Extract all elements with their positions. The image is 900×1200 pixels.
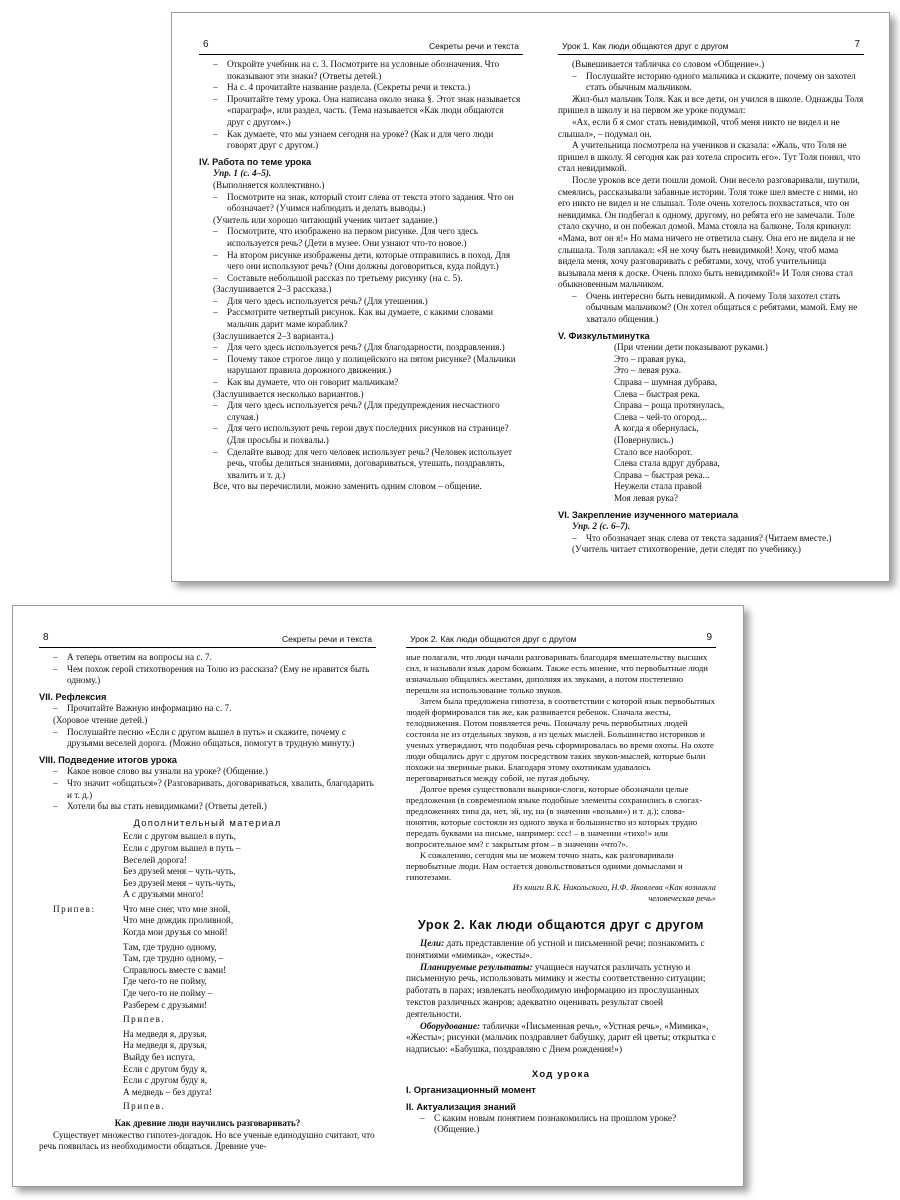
note-line: (Вывешивается табличка со словом «Общение».) bbox=[572, 59, 765, 69]
dash-item: – Чем похож герой стихотворения на Толю из рассказа? (Ему не нравится быть одному.) bbox=[39, 664, 376, 687]
page-9 bbox=[406, 606, 716, 1186]
section-heading: II. Актуализация знаний bbox=[406, 1101, 516, 1112]
song-chorus bbox=[39, 904, 376, 939]
results-text: учащиеся научатся различать устную и письменную речь, использовать мимику и жесты соответственно ситуации; работать в парах; извлекать необходимую информацию из прослушанных текстов различных жанров; адекватно оценивать результат своей деятельности. bbox=[406, 962, 706, 1020]
running-header: Урок 2. Как люди общаются друг с другом bbox=[410, 634, 577, 644]
section-heading: VIII. Подведение итогов урока bbox=[39, 754, 177, 765]
dash-item: – Очень интересно быть невидимкой. А почему Толя захотел стать обычным мальчиком? (Он хотел общаться с ребятами, мамой. Ему не хватало общения.) bbox=[558, 291, 864, 326]
page-body bbox=[558, 59, 864, 581]
equipment-text: таблички «Письменная речь», «Устная речь», «Мимика», «Жесты»; рисунки (мальчик поздравляет бабушку, дарит ей цветы; открытка с надписью: «Бабушка, поздравляю с Днем рождения!») bbox=[406, 1021, 716, 1056]
dash-item: – Какое новое слово вы узнали на уроке? (Общение.) bbox=[39, 766, 376, 778]
verse-line: Веселей дорога! bbox=[123, 854, 187, 865]
subheading: Как древние люди научились разговаривать? bbox=[114, 1117, 301, 1128]
page-header bbox=[39, 633, 376, 648]
verse-line: Без друзей меня – чуть-чуть, bbox=[123, 866, 236, 877]
verse-line: Справа – роща протянулась, bbox=[614, 400, 725, 411]
dash-item: – А теперь ответим на вопросы на с. 7. bbox=[39, 652, 376, 664]
dash-item: – Составьте небольшой рассказ по третьему рисунку (на с. 5). bbox=[199, 273, 523, 285]
verse-line: А медведь – без друга! bbox=[123, 1086, 212, 1097]
book-spread-pages-6-7 bbox=[171, 12, 890, 582]
page-8 bbox=[39, 606, 376, 1186]
lesson-title: Урок 2. Как люди общаются друг с другом bbox=[417, 918, 705, 932]
verse-line: (Повернулись.) bbox=[614, 435, 674, 445]
verse-line: Это – левая рука. bbox=[614, 365, 681, 376]
paragraph: ные полагали, что люди начали разговаривать благодаря вмешательству высших сил, и называли язык даром божьим. Также есть мнение, что первобытные люди изначально общались жестами, дополняя их звуками, а потом постепенно перешли на использование только звуков. bbox=[406, 652, 709, 695]
equipment bbox=[406, 1022, 716, 1057]
page-number: 7 bbox=[854, 39, 860, 50]
page-6 bbox=[199, 13, 523, 581]
verse-line: Что мне дождик проливной, bbox=[123, 915, 234, 926]
dash-item: – Что обозначает знак слева от текста задания? (Читаем вместе.) bbox=[558, 533, 864, 545]
note-line: (Хоровое чтение детей.) bbox=[53, 714, 148, 725]
section-heading: IV. Работа по теме урока bbox=[199, 156, 312, 167]
equipment-label: Оборудование: bbox=[420, 1021, 481, 1032]
verse-line: Справа – быстрая река... bbox=[614, 469, 710, 480]
section-heading: V. Физкультминутка bbox=[558, 330, 650, 341]
dash-item: – Для чего используют речь герои двух последних рисунков на странице? (Для просьбы и похвалы.) bbox=[199, 423, 523, 446]
exercise-label: Упр. 1 (с. 4–5). bbox=[213, 168, 272, 179]
running-header: Секреты речи и текста bbox=[428, 41, 519, 51]
course-title: Ход урока bbox=[531, 1068, 591, 1080]
verse-line: (При чтении дети показывают руками.) bbox=[614, 342, 768, 353]
song-lines bbox=[123, 1029, 376, 1099]
note-line: (Выполняется коллективно.) bbox=[213, 179, 325, 190]
verse-line: Там, где трудно одному, – bbox=[123, 953, 224, 964]
page-header bbox=[406, 633, 716, 648]
goals-text: дать представление об устной и письменной речи; познакомить с понятиями «мимика», «жесты». bbox=[406, 939, 705, 961]
verse-line: Там, где трудно одному, bbox=[123, 941, 217, 952]
page-body bbox=[39, 652, 376, 1186]
dash-item: – На втором рисунке изображены дети, которые отправились в поход. Для чего они используют речь? (Они должны договориться, куда пойдут.) bbox=[199, 250, 523, 273]
page-number: 6 bbox=[203, 39, 209, 50]
paragraphs bbox=[406, 652, 716, 883]
paragraph: Все, что вы перечислили, можно заменить одним словом – общение. bbox=[213, 481, 482, 492]
verse-line: Моя левая рука? bbox=[614, 492, 678, 503]
page-header bbox=[199, 40, 523, 55]
dash-item: – С каким новым понятием познакомились на прошлом уроке? (Общение.) bbox=[406, 1114, 716, 1138]
song-verse-3 bbox=[39, 1029, 376, 1099]
dash-item: – Для чего здесь используется речь? (Для утешения.) bbox=[199, 296, 523, 308]
verse-line: Где чего-то не пойму, bbox=[123, 976, 207, 987]
verse-line: Что мне снег, что мне зной, bbox=[123, 903, 231, 914]
lines bbox=[406, 1085, 716, 1137]
results-label: Планируемые результаты: bbox=[420, 962, 533, 973]
book-spread-pages-8-9 bbox=[12, 605, 744, 1187]
verse-line: Без друзей меня – чуть-чуть, bbox=[123, 877, 236, 888]
note-line: (Заслушивается 2–3 рассказа.) bbox=[213, 284, 332, 295]
paragraph: Жил-был мальчик Толя. Как и все дети, он учился в школе. Однажды Толя пришел в школу и на первом же уроке подумал: bbox=[558, 93, 864, 116]
verse-line: Когда мои друзья со мной! bbox=[123, 927, 228, 938]
dash-item: – Сделайте вывод: для чего человек использует речь? (Человек использует речь, чтобы делиться знаниями, договариваться, утешать, поздравлять, хвалить и т. д.) bbox=[199, 447, 523, 482]
section-heading: I. Организационный момент bbox=[406, 1084, 536, 1095]
page-number: 8 bbox=[43, 632, 49, 643]
extra-material-title: Дополнительный материал bbox=[133, 817, 282, 829]
lines bbox=[39, 652, 376, 813]
running-header: Урок 1. Как люди общаются друг с другом bbox=[562, 41, 729, 51]
verse-line: А когда я обернулась, bbox=[614, 423, 699, 434]
paragraph: «Ах, если б я смог стать невидимкой, чтоб меня никто не видел и не слышал», – подумал он. bbox=[558, 116, 840, 139]
chorus-ref: Припев. bbox=[123, 1014, 166, 1025]
note-line: (Заслушивается несколько вариантов.) bbox=[213, 388, 364, 399]
dash-item: – На с. 4 прочитайте название раздела. (Секреты речи и текста.) bbox=[199, 82, 523, 94]
section-heading: VII. Рефлексия bbox=[39, 691, 107, 702]
verse-line: Это – правая рука, bbox=[614, 353, 686, 364]
song-verse-1 bbox=[39, 831, 376, 901]
dash-item: – Рассмотрите четвертый рисунок. Как вы думаете, с какими словами мальчик дарит маме кораблик? bbox=[199, 307, 523, 330]
verse-line: Стало все наоборот. bbox=[614, 446, 693, 457]
verse-line: А с друзьями много! bbox=[123, 889, 204, 900]
note-line: (Заслушивается 2–3 варианта.) bbox=[213, 330, 334, 341]
dash-item: – Откройте учебник на с. 3. Посмотрите на условные обозначения. Что показывают эти знаки? (Ответы детей.) bbox=[199, 59, 523, 82]
lines bbox=[558, 59, 864, 342]
verse-line: Выйду без испуга, bbox=[123, 1052, 196, 1062]
section-heading: VI. Закрепление изученного материала bbox=[558, 509, 739, 520]
page-7 bbox=[558, 13, 864, 581]
page-number: 9 bbox=[706, 632, 712, 643]
dash-item: – Хотели бы вы стать невидимками? (Ответы детей.) bbox=[39, 801, 376, 813]
verse-line: Если с другом вышел в путь, bbox=[123, 831, 236, 842]
verse-line: Разберем с друзьями! bbox=[123, 999, 208, 1010]
note-line: (Учитель или хорошо читающий ученик читает задание.) bbox=[213, 214, 438, 225]
verse-line: Слева – быстрая река. bbox=[614, 388, 700, 399]
paragraph: Затем была предложена гипотеза, в соответствии с которой язык первобытных людей формировался так же, как развивается ребенок. Сначала жесты, телодвижения. Потом появляется речь. Поначалу речь первобытных людей состояла не из отдельных звуков, а из целых мыслей. Большинство историков и ученых утверждают, что подобная речь сформировалась во время охоты. На охоте люди общались друг с другом посредством таких звуков-мыслей, которые были похожи на звериные рыки. Благодаря этому охотникам удавалось переговариваться между собой, не пугая добычу. bbox=[406, 696, 715, 783]
exercise-label: Упр. 2 (с. 6–7). bbox=[572, 521, 631, 532]
source-citation: Из книги В.К. Никольского, Н.Ф. Яковлева «Как возникла человеческая речь» bbox=[512, 883, 716, 903]
verse-line: Если с другом буду я, bbox=[123, 1075, 208, 1086]
dash-item: – Для чего здесь используется речь? (Для благодарности, поздравления.) bbox=[199, 342, 523, 354]
poem-lines bbox=[614, 342, 864, 504]
dash-item: – Посмотрите, что изображено на первом рисунке. Для чего здесь используется речь? (Дети в музее. Они узнают что-то новое.) bbox=[199, 226, 523, 249]
verse-line: Если с другом буду я, bbox=[123, 1063, 208, 1074]
verse-line: На медведя я, друзья, bbox=[123, 1028, 207, 1039]
paragraph: Существует множество гипотез-догадок. Но все ученые единодушно считают, что речь появилась из необходимости общаться. Древние уче- bbox=[39, 1129, 375, 1152]
page-header bbox=[558, 40, 864, 55]
verse-line: Если с другом вышел в путь – bbox=[123, 842, 241, 853]
verse-line: Неужели стала правой bbox=[614, 481, 702, 492]
verse-line: Справа – шумная дубрава, bbox=[614, 377, 718, 388]
dash-item: – Почему такое строгое лицо у полицейского на пятом рисунке? (Мальчики нарушают правила дорожного движения.) bbox=[199, 354, 523, 377]
verse-line: Слева стала вдруг дубрава, bbox=[614, 458, 720, 469]
dash-item: – Что значит «общаться»? (Разговаривать, договариваться, хвалить, благодарить и т. д.) bbox=[39, 778, 376, 801]
verse-line: Слева – чей-то огород... bbox=[614, 411, 707, 422]
paragraph: А учительница посмотрела на учеников и сказала: «Жаль, что Толя не пришел в школу. Я сегодня как раз хотела спросить его». Тут Толя понял, что стал невидимкой. bbox=[558, 140, 861, 174]
dash-item: – Для чего здесь используется речь? (Для предупреждения несчастного случая.) bbox=[199, 400, 523, 423]
dash-item: – Послушайте песню «Если с другом вышел в путь» и скажите, почему с друзьями веселей дорога. (Можно общаться, помогут в трудную минуту.) bbox=[39, 727, 376, 750]
dash-item: – Как вы думаете, что он говорит мальчикам? bbox=[199, 377, 523, 389]
dash-item: – Послушайте историю одного мальчика и скажите, почему он захотел стать обычным мальчиком. bbox=[558, 71, 864, 94]
lines bbox=[558, 510, 864, 556]
lesson-goals bbox=[406, 939, 716, 963]
paragraph: После уроков все дети пошли домой. Они весело разговаривали, шутили, смеялись, рассказывали забавные истории. Толя тоже шел вместе с ними, но его никто не видел и не слышал. Толе очень хотелось похвастаться, что он невидимка. Он подбегал к одному, другому, но ребята его не замечали. Толе стало скучно, и он побежал домой. Мама стояла на балконе. Толя крикнул: «Мама, вот он я!» Но мама ничего не ответила сыну. Она его не видела и не слышала. Толя заплакал: «Я не хочу быть невидимкой! Хочу, чтоб мама видела меня, хочу разговаривать с ребятами, хочу, чтоб учительница вызывала меня к доске. Очень плохо быть невидимкой!» И Толя снова стал обыкновенным мальчиком. bbox=[558, 174, 860, 290]
chorus-label: Припев: bbox=[53, 903, 96, 914]
planned-results bbox=[406, 963, 716, 1022]
chorus-ref: Припев. bbox=[123, 1101, 166, 1112]
verse-line: Справлюсь вместе с вами! bbox=[123, 964, 227, 975]
lines bbox=[199, 59, 523, 493]
verse-line: На медведя я, друзья, bbox=[123, 1040, 207, 1051]
exercise-poem bbox=[558, 342, 864, 504]
verse-line: Где чего-то не пойму – bbox=[123, 988, 213, 999]
goals-label: Цели: bbox=[420, 939, 445, 949]
song-verse-2 bbox=[39, 942, 376, 1012]
dash-item: – Прочитайте тему урока. Она написана около знака §. Этот знак называется «параграф», или раздел, часть. (Тема называется «Как люди общаются друг с другом».) bbox=[199, 94, 523, 129]
page-body bbox=[406, 652, 716, 1186]
running-header: Секреты речи и текста bbox=[281, 634, 372, 644]
page-body bbox=[199, 59, 523, 581]
note-line: (Учитель читает стихотворение, дети следят по учебнику.) bbox=[572, 544, 801, 555]
paragraph: Долгое время существовали выкрики-слоги, которые обозначали целые предложения (в современном языке подобные элементы сохранились в слогах-предложениях типа да, нет, эй, ну, на (в значении «возьми») и т. д.); слова-понятия, которые состояли из одного звука и большинство из которых трудно передать буквами на письме, например: ссс! – в значении «тихо!» или вопросительное мм? с закрытым ртом – в значении «что?». bbox=[406, 784, 703, 849]
dash-item: – Прочитайте Важную информацию на с. 7. bbox=[39, 703, 376, 715]
dash-item: – Как думаете, что мы узнаем сегодня на уроке? (Как и для чего люди говорят друг с другом.) bbox=[199, 129, 523, 152]
dash-item: – Посмотрите на знак, который стоит слева от текста этого задания. Что он обозначает? (Учимся наблюдать и делать выводы.) bbox=[199, 192, 523, 215]
song-lines bbox=[123, 831, 376, 901]
song-lines bbox=[123, 942, 376, 1012]
paragraph: К сожалению, сегодня мы не можем точно знать, как разговаривали первобытные люди. Нам остается довольствоваться одними домыслами и гипотезами. bbox=[406, 850, 683, 882]
